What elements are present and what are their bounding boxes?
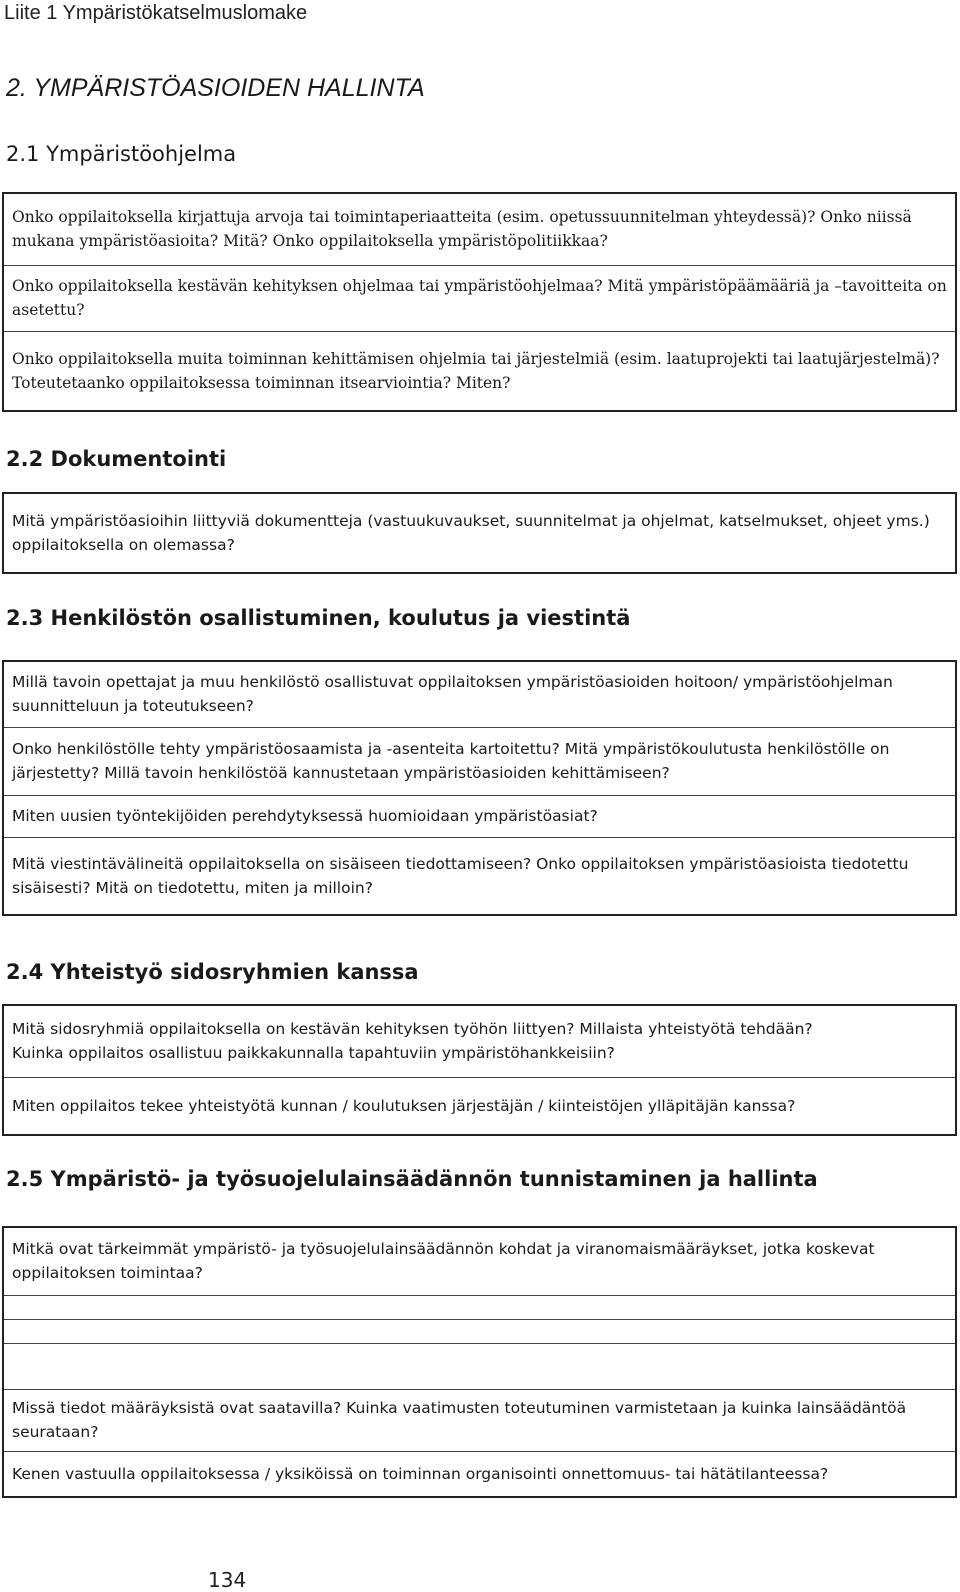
section-heading-2-1: 2.1 Ympäristöohjelma [6, 142, 237, 166]
question-cell[interactable]: Onko henkilöstölle tehty ympäristöosaamista ja -asenteita kartoitettu? Mitä ympäristökoulutusta henkilöstölle on järjestetty? Millä tavoin henkilöstöä kannustetaan ympäristöasioiden kehittämiseen? [3, 727, 956, 795]
question-box-2-3 [2, 660, 957, 916]
question-box-2-4 [2, 1004, 957, 1136]
question-cell[interactable]: Mitä ympäristöasioihin liittyviä dokumentteja (vastuukuvaukset, suunnitelmat ja ohjelmat, katselmukset, ohjeet yms.) oppilaitoksella on olemassa? [12, 512, 930, 554]
question-cell[interactable]: Missä tiedot määräyksistä ovat saatavilla? Kuinka vaatimusten toteutuminen varmistetaan ja kuinka lainsäädäntöä seurataan? [3, 1389, 956, 1451]
question-cell[interactable] [3, 1005, 956, 1077]
question-box-2-2 [2, 492, 957, 574]
blank-answer-line[interactable] [3, 1319, 956, 1343]
section-heading-2-2: 2.2 Dokumentointi [6, 447, 227, 471]
question-box-2-1 [2, 192, 957, 412]
question-box-2-5 [2, 1226, 957, 1498]
question-line: Mitä sidosryhmiä oppilaitoksella on kestävän kehityksen työhön liittyen? Millaista yhteistyötä tehdään? [12, 1020, 813, 1039]
page-number: 134 [208, 1568, 247, 1592]
question-cell[interactable]: Miten uusien työntekijöiden perehdytyksessä huomioidaan ympäristöasiat? [3, 795, 956, 837]
question-cell[interactable]: Onko oppilaitoksella kirjattuja arvoja tai toimintaperiaatteita (esim. opetussuunnitelman yhteydessä)? Onko niissä mukana ympäristöasioita? Mitä? Onko oppilaitoksella ympäristöpolitiikkaa? [3, 193, 956, 265]
question-cell[interactable]: Kenen vastuulla oppilaitoksessa / yksiköissä on toiminnan organisointi onnettomuus- tai hätätilanteessa? [12, 1464, 829, 1483]
question-cell[interactable]: Miten oppilaitos tekee yhteistyötä kunnan / koulutuksen järjestäjän / kiinteistöjen ylläpitäjän kanssa? [12, 1096, 796, 1115]
question-cell[interactable]: Onko oppilaitoksella muita toiminnan kehittämisen ohjelmia tai järjestelmiä (esim. laatuprojekti tai laatujärjestelmä)? Toteutetaanko oppilaitoksessa toiminnan itsearviointia? Miten? [12, 349, 940, 392]
blank-answer-line[interactable] [3, 1343, 956, 1389]
question-line: Kuinka oppilaitos osallistuu paikkakunnalla tapahtuviin ympäristöhankkeisiin? [12, 1044, 615, 1063]
section-heading-2-4: 2.4 Yhteistyö sidosryhmien kanssa [6, 960, 419, 984]
section-heading-2-3: 2.3 Henkilöstön osallistuminen, koulutus ja viestintä [6, 606, 631, 630]
question-cell[interactable]: Millä tavoin opettajat ja muu henkilöstö osallistuvat oppilaitoksen ympäristöasioiden hoitoon/ ympäristöohjelman suunnitteluun ja toteutukseen? [3, 661, 956, 727]
section-heading-2-5: 2.5 Ympäristö- ja työsuojelulainsäädännön tunnistaminen ja hallinta [6, 1167, 818, 1191]
page-title: 2. YMPÄRISTÖASIOIDEN HALLINTA [6, 74, 425, 102]
question-cell[interactable]: Mitkä ovat tärkeimmät ympäristö- ja työsuojelulainsäädännön kohdat ja viranomaismääräykset, jotka koskevat oppilaitoksen toimintaa? [3, 1227, 956, 1295]
question-cell[interactable]: Mitä viestintävälineitä oppilaitoksella on sisäiseen tiedottamiseen? Onko oppilaitoksen ympäristöasioista tiedotettu sisäisesti? Mitä on tiedotettu, miten ja milloin? [12, 854, 909, 897]
question-cell[interactable]: Onko oppilaitoksella kestävän kehityksen ohjelmaa tai ympäristöohjelmaa? Mitä ympäristöpäämääriä ja –tavoitteita on asetettu? [3, 265, 956, 331]
blank-answer-line[interactable] [3, 1295, 956, 1319]
document-header: Liite 1 Ympäristökatselmuslomake [4, 2, 308, 24]
